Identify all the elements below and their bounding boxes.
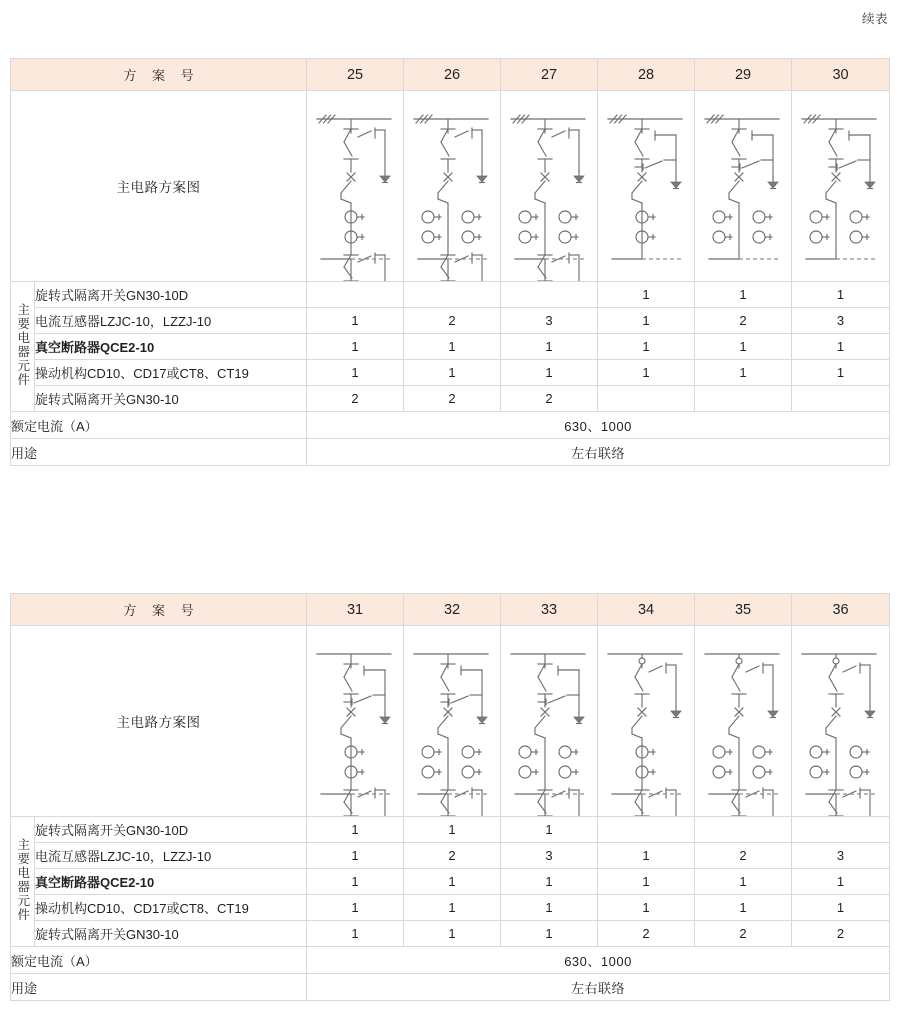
component-value: 2 (792, 921, 890, 947)
component-value: 1 (501, 817, 598, 843)
component-value: 1 (598, 843, 695, 869)
header-scheme-number: 27 (501, 59, 598, 91)
usage-value: 左右联络 (307, 974, 890, 1001)
component-value: 2 (695, 308, 792, 334)
table-header-row (11, 59, 890, 91)
continued-table-label: 续表 (861, 12, 888, 26)
rated-current-label: 额定电流（A） (11, 947, 307, 974)
table-header-row (11, 594, 890, 626)
usage-row (11, 974, 890, 1001)
header-scheme-number: 28 (598, 59, 695, 91)
circuit-diagram-cell (695, 626, 792, 817)
component-name: 电流互感器LZJC-10，LZZJ-10 (35, 843, 307, 869)
component-value: 1 (404, 869, 501, 895)
component-value: 1 (501, 334, 598, 360)
component-value: 2 (404, 843, 501, 869)
scheme-table-31-36-wrapper (10, 593, 889, 1001)
component-value: 1 (404, 921, 501, 947)
rated-current-row (11, 947, 890, 974)
circuit-diagram-cell (598, 626, 695, 817)
circuit-diagram-cell (695, 91, 792, 282)
component-value (307, 282, 404, 308)
component-row (11, 386, 890, 412)
header-scheme-number: 32 (404, 594, 501, 626)
main-circuit-diagram-row (11, 91, 890, 282)
component-value (501, 282, 598, 308)
component-value: 1 (598, 308, 695, 334)
component-value: 1 (307, 334, 404, 360)
circuit-diagram-cell (307, 626, 404, 817)
component-value: 1 (307, 817, 404, 843)
component-value: 3 (501, 308, 598, 334)
header-scheme-number: 36 (792, 594, 890, 626)
component-row (11, 282, 890, 308)
component-value (695, 386, 792, 412)
component-value: 2 (404, 308, 501, 334)
component-value: 1 (307, 869, 404, 895)
component-name: 旋转式隔离开关GN30-10D (35, 282, 307, 308)
header-scheme-number: 34 (598, 594, 695, 626)
scheme-table (10, 58, 890, 466)
usage-value: 左右联络 (307, 439, 890, 466)
component-value (695, 817, 792, 843)
component-value: 2 (501, 386, 598, 412)
rated-current-value: 630、1000 (307, 412, 890, 439)
component-name: 旋转式隔离开关GN30-10 (35, 386, 307, 412)
circuit-diagram-cell (307, 91, 404, 282)
component-value: 1 (404, 360, 501, 386)
header-scheme-number: 29 (695, 59, 792, 91)
component-value: 1 (792, 360, 890, 386)
component-value: 1 (501, 921, 598, 947)
component-name: 真空断路器QCE2-10 (35, 334, 307, 360)
component-group-label (11, 282, 35, 412)
component-value: 1 (792, 895, 890, 921)
component-row (11, 308, 890, 334)
component-name: 真空断路器QCE2-10 (35, 869, 307, 895)
header-scheme-number: 33 (501, 594, 598, 626)
component-row (11, 921, 890, 947)
component-value: 1 (307, 308, 404, 334)
component-value: 2 (404, 386, 501, 412)
component-value: 2 (598, 921, 695, 947)
component-value: 1 (695, 360, 792, 386)
component-value (792, 817, 890, 843)
component-value: 1 (307, 921, 404, 947)
circuit-diagram-cell (598, 91, 695, 282)
component-value: 1 (404, 334, 501, 360)
component-row (11, 334, 890, 360)
component-value: 3 (792, 843, 890, 869)
component-name: 旋转式隔离开关GN30-10 (35, 921, 307, 947)
component-value: 1 (501, 360, 598, 386)
component-value: 1 (792, 334, 890, 360)
component-row (11, 360, 890, 386)
component-name: 电流互感器LZJC-10，LZZJ-10 (35, 308, 307, 334)
usage-label: 用途 (11, 439, 307, 466)
header-scheme-title: 方 案 号 (11, 594, 307, 626)
header-scheme-number: 30 (792, 59, 890, 91)
component-group-label-text: 主要电器元件 (15, 838, 30, 922)
component-value: 1 (404, 895, 501, 921)
component-group-label (11, 817, 35, 947)
diagram-row-label: 主电路方案图 (11, 626, 307, 817)
circuit-diagram-cell (404, 91, 501, 282)
component-value: 1 (598, 334, 695, 360)
component-value: 1 (404, 817, 501, 843)
circuit-diagram-cell (792, 626, 890, 817)
scheme-table-25-30-wrapper (10, 58, 889, 466)
component-value: 2 (695, 921, 792, 947)
usage-label: 用途 (11, 974, 307, 1001)
rated-current-value: 630、1000 (307, 947, 890, 974)
header-scheme-title: 方 案 号 (11, 59, 307, 91)
circuit-diagram-cell (501, 626, 598, 817)
component-value: 1 (792, 869, 890, 895)
circuit-diagram-cell (404, 626, 501, 817)
rated-current-row (11, 412, 890, 439)
component-value: 1 (695, 334, 792, 360)
component-value (792, 386, 890, 412)
main-circuit-diagram-row (11, 626, 890, 817)
component-value: 1 (695, 869, 792, 895)
component-value: 2 (695, 843, 792, 869)
component-name: 操动机构CD10、CD17或CT8、CT19 (35, 895, 307, 921)
circuit-diagram-cell (792, 91, 890, 282)
component-row (11, 869, 890, 895)
component-value (598, 817, 695, 843)
header-scheme-number: 25 (307, 59, 404, 91)
header-scheme-number: 35 (695, 594, 792, 626)
component-value (598, 386, 695, 412)
component-value: 1 (307, 360, 404, 386)
header-scheme-number: 31 (307, 594, 404, 626)
component-name: 旋转式隔离开关GN30-10D (35, 817, 307, 843)
usage-row (11, 439, 890, 466)
component-row (11, 843, 890, 869)
component-row (11, 817, 890, 843)
component-value: 3 (792, 308, 890, 334)
header-scheme-number: 26 (404, 59, 501, 91)
component-value: 1 (598, 869, 695, 895)
diagram-row-label: 主电路方案图 (11, 91, 307, 282)
component-value: 1 (307, 895, 404, 921)
component-value: 1 (598, 895, 695, 921)
component-group-label-text: 主要电器元件 (15, 303, 30, 387)
component-value: 2 (307, 386, 404, 412)
component-value: 1 (307, 843, 404, 869)
component-value: 3 (501, 843, 598, 869)
component-value: 1 (501, 869, 598, 895)
component-value (404, 282, 501, 308)
component-value: 1 (501, 895, 598, 921)
component-value: 1 (598, 282, 695, 308)
component-value: 1 (598, 360, 695, 386)
component-name: 操动机构CD10、CD17或CT8、CT19 (35, 360, 307, 386)
circuit-diagram-cell (501, 91, 598, 282)
component-value: 1 (792, 282, 890, 308)
scheme-table (10, 593, 890, 1001)
component-value: 1 (695, 895, 792, 921)
component-value: 1 (695, 282, 792, 308)
component-row (11, 895, 890, 921)
rated-current-label: 额定电流（A） (11, 412, 307, 439)
